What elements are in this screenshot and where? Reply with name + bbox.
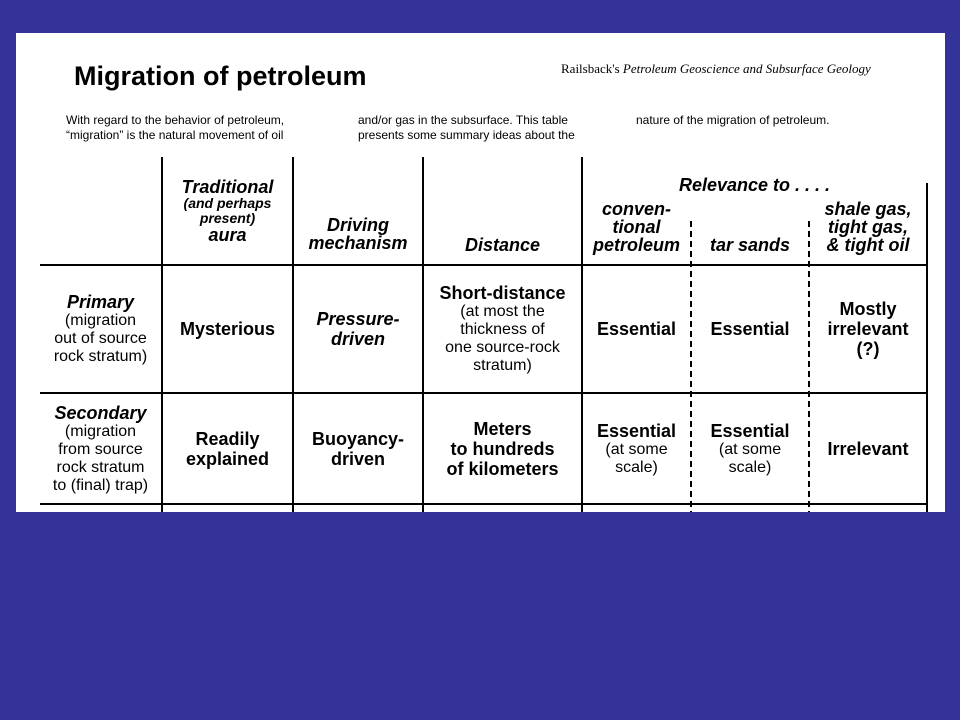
cell-primary-mechanism: Pressure- driven <box>316 309 400 349</box>
intro-col-2: and/or gas in the subsurface. This table presents some summary ideas about the <box>358 113 575 142</box>
intro-col-1: With regard to the behavior of petroleum, “migration” is the natural movement of oil <box>66 113 285 142</box>
slide-content <box>16 33 945 512</box>
page-title: Migration of petroleum <box>74 61 367 91</box>
cell-secondary-conventional: Essential (at some scale) <box>596 420 677 476</box>
header-driving-mechanism: Driving mechanism <box>308 215 408 253</box>
grid-line <box>40 503 928 505</box>
row-head-primary: Primary (migration out of source rock stratum) <box>53 292 148 365</box>
cell-secondary-shale: Irrelevant <box>827 438 909 459</box>
cell-primary-shale: Mostly irrelevant (?) <box>827 299 909 359</box>
header-distance: Distance <box>464 235 541 255</box>
intro-col-3: nature of the migration of petroleum. <box>636 113 830 127</box>
cell-secondary-distance: Meters to hundreds of kilometers <box>446 418 559 479</box>
header-tar-sands: tar sands <box>709 235 791 255</box>
cell-primary-aura: Mysterious <box>179 319 276 339</box>
grid-line <box>926 183 928 512</box>
cell-secondary-mechanism: Buoyancy- driven <box>311 428 405 469</box>
row-head-secondary: Secondary (migration from source rock stratum to (final) trap) <box>52 402 149 494</box>
header-conventional-petroleum: conven- tional petroleum <box>592 199 680 255</box>
header-aura: Traditional (and perhaps present) aura <box>181 177 274 245</box>
attribution: Railsback's Petroleum Geoscience and Subsurface Geology <box>561 61 871 76</box>
cell-primary-distance: Short-distance (at most the thickness of one source-rock stratum) <box>439 283 566 374</box>
header-relevance: Relevance to . . . . <box>678 175 831 195</box>
header-shale-gas: shale gas, tight gas, & tight oil <box>824 199 912 255</box>
cell-primary-tar-sands: Essential <box>710 319 790 339</box>
cell-secondary-tar-sands: Essential (at some scale) <box>710 420 790 476</box>
cell-primary-conventional: Essential <box>596 319 677 339</box>
cell-secondary-aura: Readily explained <box>185 428 270 469</box>
